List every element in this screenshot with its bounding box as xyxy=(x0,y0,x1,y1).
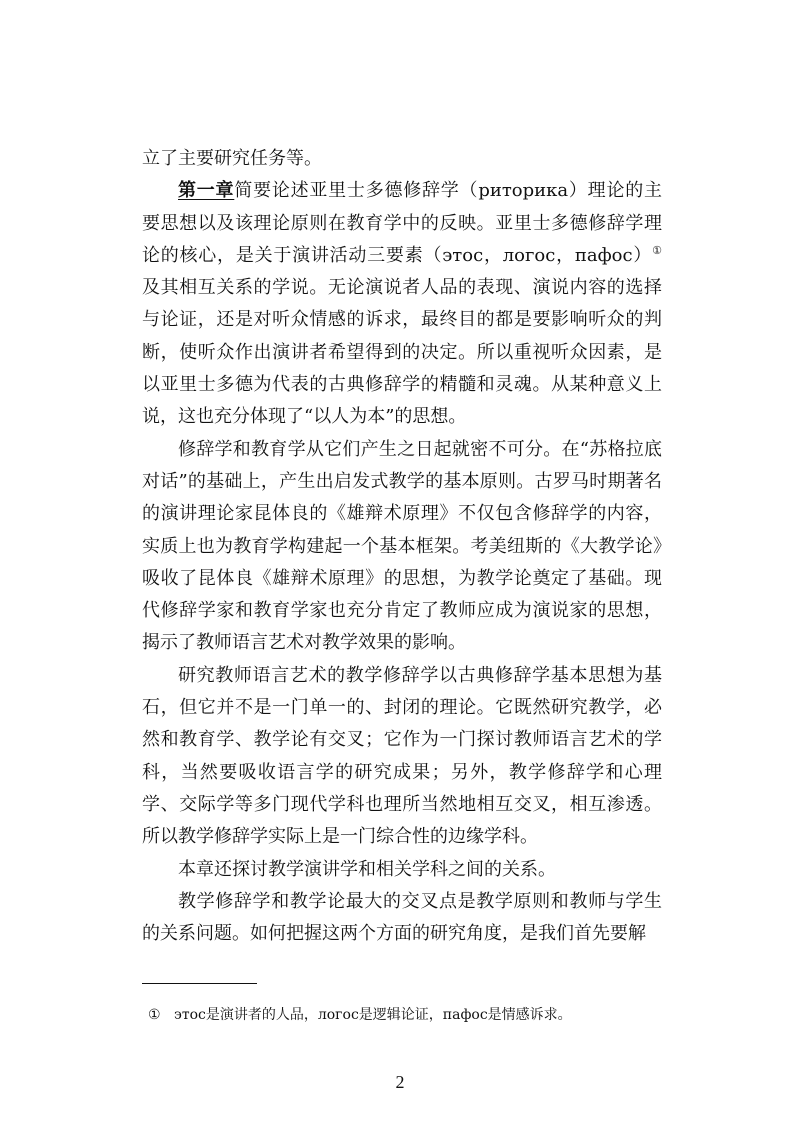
body-text xyxy=(142,143,662,950)
footnote-divider xyxy=(142,983,257,984)
paragraph xyxy=(142,854,662,886)
footnote-text: этос是演讲者的人品，логос是逻辑论证，пафос是情感诉求。 xyxy=(174,1007,572,1023)
paragraph-text: 简要论述亚里士多德修辞学（риторика）理论的主要思想以及该理论原则在教育学中的反映。亚里士多德修辞学理论的核心，是关于演讲活动三要素（этос，логос，пафос） xyxy=(142,180,662,266)
footnote-reference: ① xyxy=(652,243,662,257)
paragraph-text: 立了主要研究任务等。 xyxy=(142,148,322,169)
footnote-mark: ① xyxy=(148,1007,161,1023)
page-number: 2 xyxy=(395,1072,405,1092)
footnote xyxy=(148,1005,668,1025)
paragraph-text: 本章还探讨教学演讲学和相关学科之间的关系。 xyxy=(178,858,556,880)
paragraph-text: 研究教师语言艺术的教学修辞学以古典修辞学基本思想为基石，但它并不是一门单一的、封闭的理论。它既然研究教学，必然和教育学、教学论有交叉；它作为一门探讨教师语言艺术的学科，当然要吸收语言学的研究成果；另外，教学修辞学和心理学、交际学等多门现代学科也理所当然地相互交叉，相互渗透。所以教学修辞学实际上是一门综合性的边缘学科。 xyxy=(142,664,662,848)
paragraph-text: 及其相互关系的学说。无论演说者人品的表现、演说内容的选择与论证，还是对听众情感的诉求，最终目的都是要影响听众的判断，使听众作出演讲者希望得到的决定。所以重视听众因素，是以亚里士多德为代表的古典修辞学的精髓和灵魂。从某种意义上说，这也充分体现了“以人为本”的思想。 xyxy=(142,277,662,428)
paragraph xyxy=(142,660,662,854)
paragraph-text: 修辞学和教育学从它们产生之日起就密不可分。在“苏格拉底对话”的基础上，产生出启发式教学的基本原则。古罗马时期著名的演讲理论家昆体良的《雄辩术原理》不仅包含修辞学的内容，实质上也为教育学构建起一个基本框架。考美纽斯的《大教学论》吸收了昆体良《雄辩术原理》的思想，为教学论奠定了基础。现代修辞学家和教育学家也充分肯定了教师应成为演说家的思想，揭示了教师语言艺术对教学效果的影响。 xyxy=(142,438,662,654)
chapter-heading: 第一章 xyxy=(178,180,235,202)
paragraph xyxy=(142,886,662,951)
paragraph-text: 教学修辞学和教学论最大的交叉点是教学原则和教师与学生的关系问题。如何把握这两个方面的研究角度，是我们首先要解 xyxy=(142,890,662,945)
paragraph xyxy=(142,434,662,660)
paragraph xyxy=(142,143,662,175)
paragraph xyxy=(142,175,662,433)
